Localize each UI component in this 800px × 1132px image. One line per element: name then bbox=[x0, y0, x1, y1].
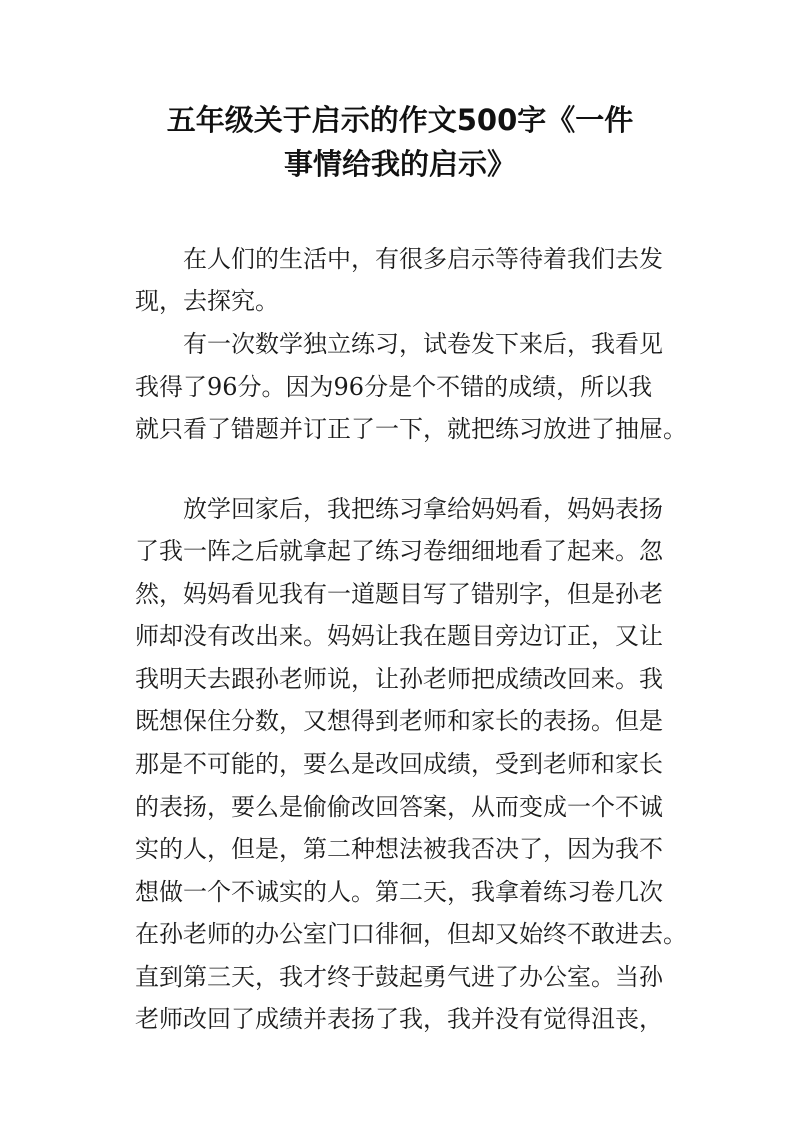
paragraph-3-line: 想做一个不诚实的人。第二天，我拿着练习卷几次 bbox=[135, 878, 663, 906]
paragraph-3-line: 的表扬，要么是偷偷改回答案，从而变成一个不诚 bbox=[135, 793, 663, 821]
paragraph-3-line: 师却没有改出来。妈妈让我在题目旁边订正，又让 bbox=[135, 622, 663, 650]
paragraph-3-line: 老师改回了成绩并表扬了我，我并没有觉得沮丧， bbox=[135, 1005, 663, 1033]
paragraph-3-line: 直到第三天，我才终于鼓起勇气进了办公室。当孙 bbox=[135, 963, 663, 991]
paragraph-2-line: 有一次数学独立练习，试卷发下来后，我看见 bbox=[183, 330, 663, 358]
paragraph-3-line: 了我一阵之后就拿起了练习卷细细地看了起来。忽 bbox=[135, 537, 663, 565]
paragraph-3-line: 然，妈妈看见我有一道题目写了错别字，但是孙老 bbox=[135, 580, 663, 608]
paragraph-1-line: 现，去探究。 bbox=[135, 287, 279, 315]
paragraph-3-line: 实的人，但是，第二种想法被我否决了，因为我不 bbox=[135, 835, 663, 863]
paragraph-1-line: 在人们的生活中，有很多启示等待着我们去发 bbox=[183, 245, 663, 273]
document-title-line-1: 五年级关于启示的作文500字《一件 bbox=[166, 103, 634, 137]
paragraph-3-line: 放学回家后，我把练习拿给妈妈看，妈妈表扬 bbox=[183, 495, 663, 523]
paragraph-3-line: 在孙老师的办公室门口徘徊，但却又始终不敢进去。 bbox=[135, 920, 687, 948]
document-title-line-2: 事情给我的启示》 bbox=[283, 147, 516, 181]
paragraph-3-line: 我明天去跟孙老师说，让孙老师把成绩改回来。我 bbox=[135, 665, 663, 693]
paragraph-2-line: 就只看了错题并订正了一下，就把练习放进了抽屉。 bbox=[135, 415, 687, 443]
paragraph-3-line: 既想保住分数，又想得到老师和家长的表扬。但是 bbox=[135, 707, 663, 735]
paragraph-2-line: 我得了96分。因为96分是个不错的成绩，所以我 bbox=[135, 373, 653, 401]
paragraph-3-line: 那是不可能的，要么是改回成绩，受到老师和家长 bbox=[135, 750, 663, 778]
